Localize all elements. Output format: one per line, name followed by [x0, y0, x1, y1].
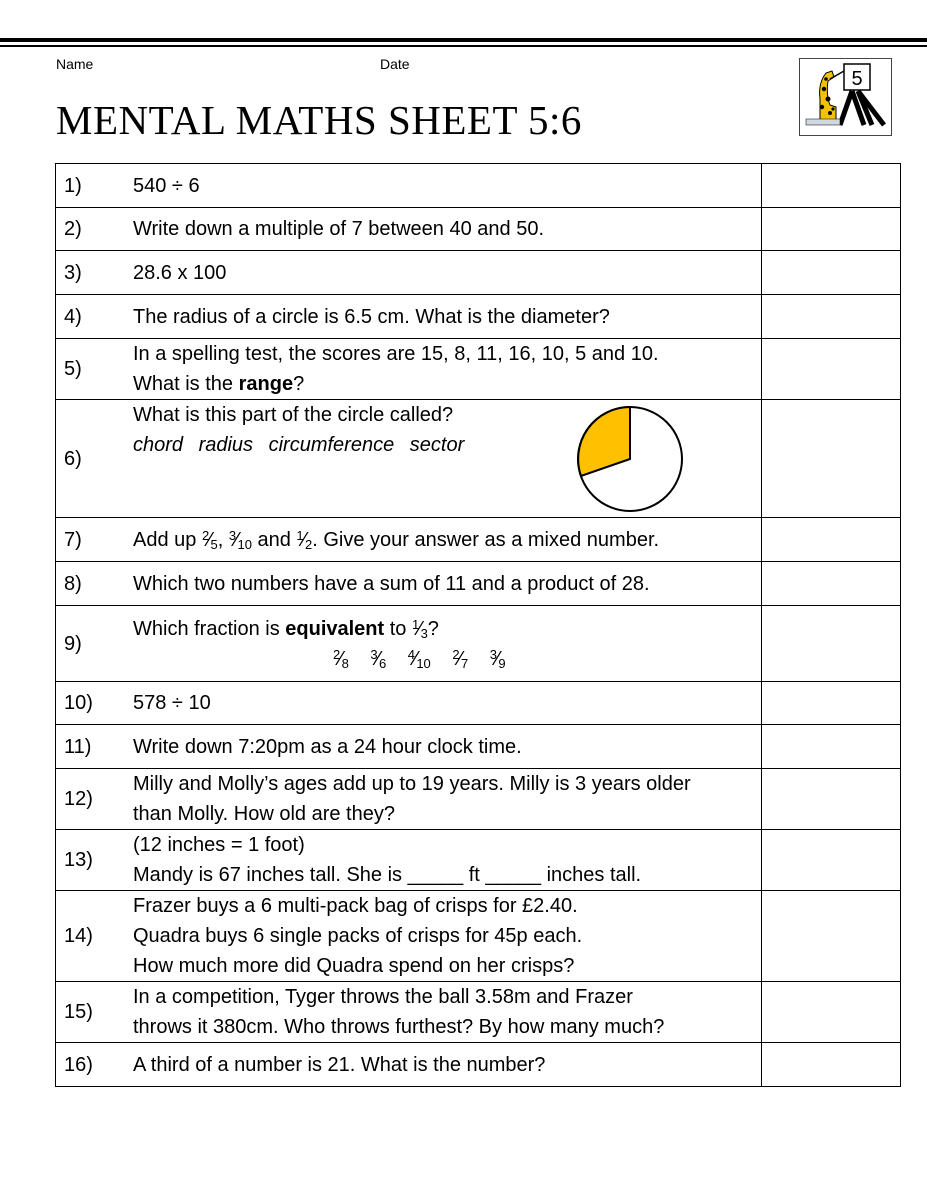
question-number: 15) — [56, 982, 127, 1043]
numerator: 4 — [407, 646, 415, 662]
answer-box[interactable] — [762, 830, 901, 891]
question-line — [133, 614, 761, 644]
question-text — [126, 769, 762, 830]
bold-keyword: equivalent — [285, 617, 385, 640]
question-row — [56, 400, 901, 518]
text-run: Add up — [133, 528, 202, 551]
question-line: What is this part of the circle called? — [133, 404, 454, 426]
question-line: Milly and Molly’s ages add up to 19 years. Milly is 3 years older — [133, 773, 691, 795]
denominator: 10 — [416, 655, 431, 671]
answer-box[interactable] — [762, 562, 901, 606]
denominator: 5 — [210, 536, 218, 552]
answer-box[interactable] — [762, 1043, 901, 1087]
question-line: Write down a multiple of 7 between 40 and 50. — [133, 218, 544, 240]
question-text — [126, 982, 762, 1043]
answer-box[interactable] — [762, 208, 901, 251]
question-line: than Molly. How old are they? — [133, 803, 395, 825]
numerator: 1 — [411, 616, 420, 632]
question-text — [126, 606, 762, 682]
question-row — [56, 208, 901, 251]
circle-sector-diagram-icon — [575, 404, 685, 514]
question-text — [126, 518, 762, 562]
answer-box[interactable] — [762, 725, 901, 769]
question-text — [126, 251, 762, 295]
text-run: ? — [293, 373, 305, 395]
text-run: What is the — [133, 373, 239, 395]
answer-options: chord radius circumference sector — [133, 434, 465, 456]
question-number: 5) — [56, 339, 127, 400]
question-line: In a spelling test, the scores are 15, 8, 11, 16, 10, 5 and 10. — [133, 343, 659, 365]
answer-box[interactable] — [762, 769, 901, 830]
fraction-choices — [133, 644, 761, 674]
question-row — [56, 982, 901, 1043]
fraction: $^1⁄_2$ — [296, 527, 313, 552]
answer-box[interactable] — [762, 400, 901, 518]
bold-keyword: range — [238, 373, 294, 395]
question-row — [56, 562, 901, 606]
numerator: 2 — [333, 646, 341, 662]
denominator: 9 — [498, 655, 506, 671]
name-label: Name — [56, 56, 94, 72]
question-number: 16) — [56, 1043, 127, 1087]
denominator: 6 — [378, 655, 387, 671]
question-line: Frazer buys a 6 multi-pack bag of crisps for £2.40. — [133, 895, 578, 917]
question-line: 578 ÷ 10 — [133, 692, 211, 714]
question-number: 4) — [56, 295, 127, 339]
question-line: Which two numbers have a sum of 11 and a product of 28. — [133, 572, 650, 595]
question-row — [56, 682, 901, 725]
fraction-choice: $^3⁄_6$ — [370, 646, 387, 671]
question-number: 6) — [56, 400, 127, 518]
denominator: 8 — [341, 655, 349, 671]
question-line: Quadra buys 6 single packs of crisps for 45p each. — [133, 925, 583, 947]
question-text — [126, 830, 762, 891]
numerator: 3 — [370, 646, 378, 662]
question-text — [126, 164, 762, 208]
question-line: Write down 7:20pm as a 24 hour clock time. — [133, 735, 522, 758]
answer-box[interactable] — [762, 164, 901, 208]
question-row — [56, 769, 901, 830]
question-row — [56, 251, 901, 295]
question-number: 8) — [56, 562, 127, 606]
question-line: A third of a number is 21. What is the number? — [133, 1053, 546, 1076]
answer-box[interactable] — [762, 518, 901, 562]
question-number: 13) — [56, 830, 127, 891]
question-line — [133, 369, 761, 399]
text-run: , — [217, 528, 229, 551]
question-text — [126, 400, 762, 518]
question-line: 28.6 x 100 — [133, 261, 227, 284]
question-row — [56, 830, 901, 891]
question-number: 1) — [56, 164, 127, 208]
fraction: $^3⁄_{10}$ — [228, 527, 252, 552]
question-line: 540 ÷ 6 — [133, 174, 200, 197]
question-number: 7) — [56, 518, 127, 562]
text-run: ? — [427, 617, 439, 640]
questions-table — [55, 163, 901, 1087]
top-rule-thin — [0, 45, 927, 47]
denominator: 7 — [460, 655, 469, 671]
denominator: 3 — [420, 625, 428, 641]
text-run: to — [384, 617, 412, 640]
question-line — [133, 525, 761, 555]
denominator: 2 — [305, 536, 313, 552]
fraction-choice: $^4⁄_{10}$ — [407, 646, 431, 671]
question-number: 9) — [56, 606, 127, 682]
question-line: (12 inches = 1 foot) — [133, 834, 305, 856]
question-text — [126, 208, 762, 251]
fraction-choice: $^2⁄_7$ — [452, 646, 469, 671]
logo-number: 5 — [851, 68, 863, 90]
question-number: 3) — [56, 251, 127, 295]
question-row — [56, 891, 901, 982]
question-line: In a competition, Tyger throws the ball 3.58m and Frazer — [133, 986, 633, 1008]
answer-box[interactable] — [762, 251, 901, 295]
numerator: 3 — [489, 646, 497, 662]
question-line: Mandy is 67 inches tall. She is _____ ft _____ inches tall. — [133, 864, 642, 886]
question-line: How much more did Quadra spend on her crisps? — [133, 955, 575, 977]
numerator: 3 — [228, 527, 237, 543]
question-row — [56, 295, 901, 339]
numerator: 2 — [452, 646, 460, 662]
question-number: 2) — [56, 208, 127, 251]
question-row — [56, 518, 901, 562]
question-row — [56, 339, 901, 400]
answer-box[interactable] — [762, 982, 901, 1043]
fraction-choice: $^2⁄_8$ — [333, 646, 349, 671]
question-number: 14) — [56, 891, 127, 982]
giraffe-logo-icon — [799, 58, 892, 136]
fraction: $^1⁄_3$ — [411, 616, 428, 641]
question-number: 11) — [56, 725, 127, 769]
question-text — [126, 562, 762, 606]
question-row — [56, 164, 901, 208]
text-run: and — [251, 528, 297, 551]
denominator: 10 — [237, 536, 252, 552]
question-line: The radius of a circle is 6.5 cm. What is the diameter? — [133, 305, 610, 328]
answer-box[interactable] — [762, 606, 901, 682]
text-run: Which fraction is — [133, 617, 286, 640]
question-number: 10) — [56, 682, 127, 725]
date-label: Date — [380, 56, 410, 72]
page-title: MENTAL MATHS SHEET 5:6 — [56, 97, 582, 143]
question-text — [126, 725, 762, 769]
question-text — [126, 1043, 762, 1087]
numerator: 2 — [201, 527, 210, 543]
fraction: $^2⁄_5$ — [201, 527, 218, 552]
numerator: 1 — [296, 527, 304, 543]
question-line: throws it 380cm. Who throws furthest? By how many much? — [133, 1016, 665, 1038]
question-text — [126, 682, 762, 725]
question-number: 12) — [56, 769, 127, 830]
question-row — [56, 606, 901, 682]
answer-box[interactable] — [762, 682, 901, 725]
answer-box[interactable] — [762, 891, 901, 982]
question-text — [126, 295, 762, 339]
fraction-choice: $^3⁄_9$ — [489, 646, 506, 671]
answer-box[interactable] — [762, 339, 901, 400]
text-run: . Give your answer as a mixed number. — [312, 528, 660, 551]
question-text — [126, 891, 762, 982]
answer-box[interactable] — [762, 295, 901, 339]
top-rule-thick — [0, 38, 927, 42]
question-row — [56, 725, 901, 769]
question-row — [56, 1043, 901, 1087]
question-text — [126, 339, 762, 400]
